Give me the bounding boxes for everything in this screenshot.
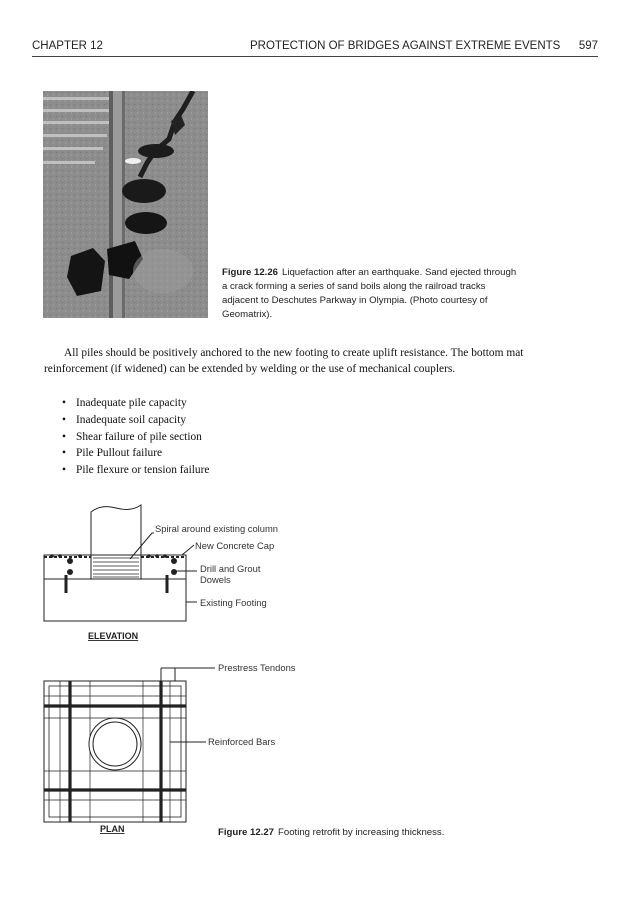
- paragraph-text: All piles should be positively anchored to the new footing to create uplift resistance. The bottom mat reinforcement (if widened) can be extended by welding or the use of mechanical couplers.: [44, 347, 524, 375]
- list-item: • Pile Pullout failure: [60, 445, 209, 462]
- figure-12-27-caption: [218, 827, 444, 838]
- chapter-label: CHAPTER 12: [32, 40, 103, 52]
- label-prestress-tendons: Prestress Tendons: [218, 662, 296, 673]
- figure-12-27-text: Footing retrofit by increasing thickness.: [278, 827, 445, 838]
- plan-title: PLAN: [100, 824, 125, 834]
- label-dowels: Dowels: [200, 574, 231, 585]
- figure-12-27-label: Figure 12.27: [218, 827, 274, 838]
- plan-view: [44, 668, 215, 822]
- label-new-concrete-cap: New Concrete Cap: [195, 540, 275, 551]
- figure-12-26-text: Liquefaction after an earthquake. Sand ejected through a crack forming a series of sand boils along the railroad tracks adjacent to Deschutes Parkway in Olympia. (Photo courtesy of Geomatrix).: [222, 267, 517, 320]
- figure-12-26-label: Figure 12.26: [222, 267, 278, 278]
- label-drill-grout: Drill and Grout: [200, 563, 261, 574]
- label-spiral: Spiral around existing column: [155, 523, 278, 534]
- list-item: • Shear failure of pile section: [60, 429, 209, 446]
- elevation-title: ELEVATION: [88, 631, 139, 641]
- page-number: 597: [578, 40, 598, 52]
- list-item: • Pile flexure or tension failure: [60, 462, 209, 479]
- list-item: • Inadequate soil capacity: [60, 412, 209, 429]
- label-reinforced-bars: Reinforced Bars: [208, 736, 276, 747]
- list-item: • Inadequate pile capacity: [60, 395, 209, 412]
- chapter-title: PROTECTION OF BRIDGES AGAINST EXTREME EVENTS: [250, 40, 561, 52]
- label-existing-footing: Existing Footing: [200, 597, 267, 608]
